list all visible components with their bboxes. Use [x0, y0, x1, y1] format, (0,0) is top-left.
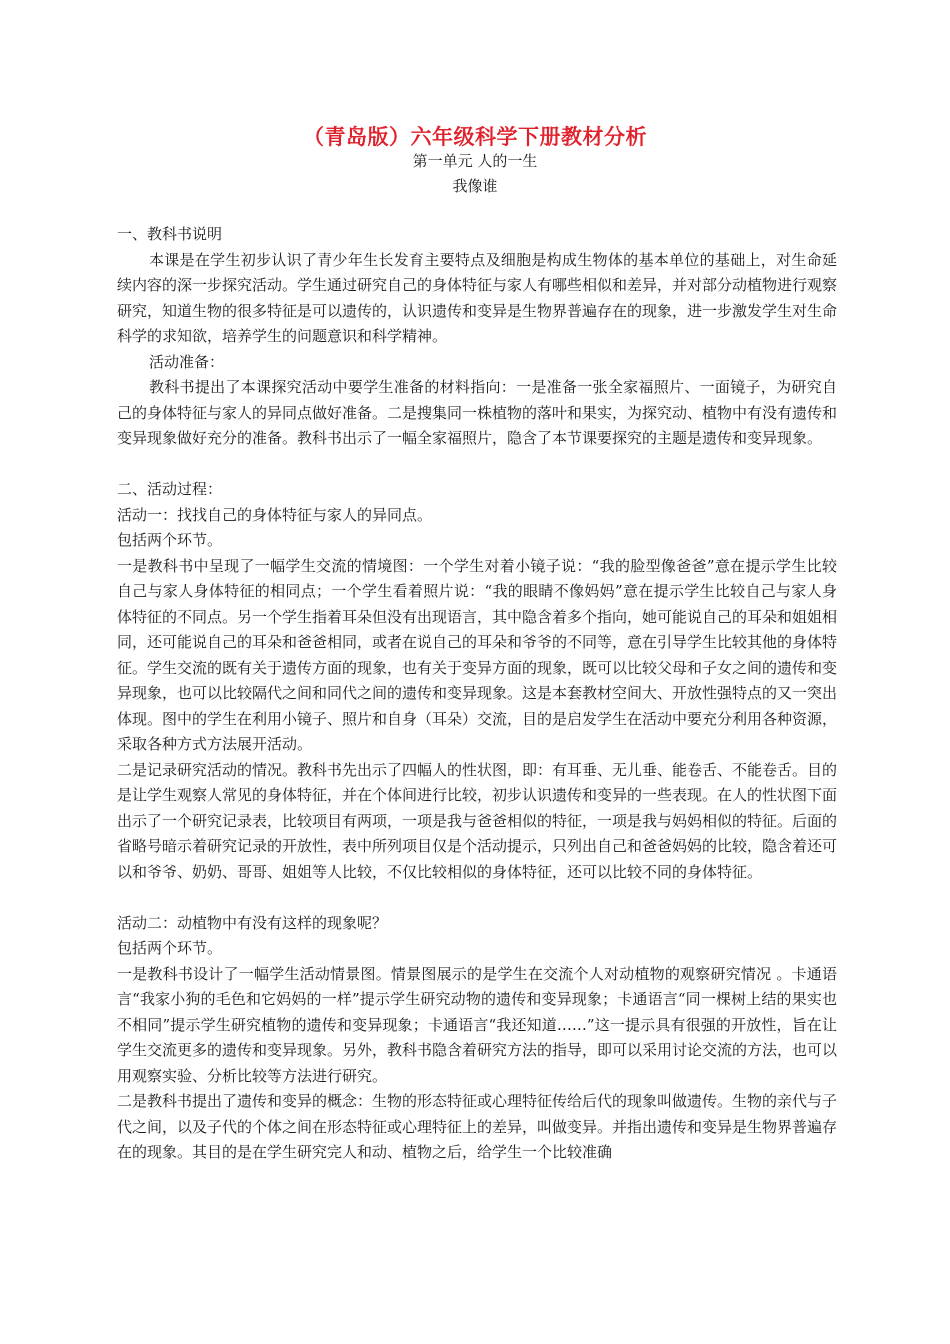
unit-heading: 第一单元 人的一生: [412, 152, 538, 170]
activity-heading: 活动二：动植物中有没有这样的现象呢？: [117, 913, 388, 932]
paragraph: 活动准备：: [149, 352, 225, 371]
section-heading: 一、教科书说明: [117, 225, 223, 243]
paragraph: 教科书提出了本课探究活动中要学生准备的材料指向：一是准备一张全家福照片、一面镜子，为研究自己的身体特征与家人的异同点做好准备。二是搜集同一株植物的落叶和果实，为探究动、植物中有没有遗传和变异现象做好充分的准备。教科书出示了一幅全家福照片，隐含了本节课要探究的主题是遗传和变异现象。: [117, 378, 838, 447]
activity-heading: 活动一：找找自己的身体特征与家人的异同点。: [117, 505, 433, 524]
paragraph: 包括两个环节。: [117, 531, 223, 549]
lesson-heading: 我像谁: [452, 177, 498, 195]
paragraph: 二是记录研究活动的情况。教科书先出示了四幅人的性状图，即：有耳垂、无儿垂、能卷舌、不能卷舌。目的是让学生观察人常见的身体特征，并在个体间进行比较，初步认识遗传和变异的一些表现。在人的性状图下面出示了一个研究记录表，比较项目有两项，一项是我与爸爸相似的特征，一项是我与妈妈相似的特征。后面的省略号暗示着研究记录的开放性，表中所列项目仅是个活动提示，只列出自己和爸爸妈妈的比较，隐含着还可以和爷爷、奶奶、哥哥、姐姐等人比较，不仅比较相似的身体特征，还可以比较不同的身体特征。: [117, 760, 838, 881]
paragraph: 包括两个环节。: [117, 939, 223, 957]
document-body: [117, 222, 837, 1166]
spacer: [117, 885, 837, 911]
paragraph: 一是教科书设计了一幅学生活动情景图。情景图展示的是学生在交流个人对动植物的观察研究情况 。卡通语言“我家小狗的毛色和它妈妈的一样”提示学生研究动物的遗传和变异现象；卡通语言“同一棵树上结的果实也不相同”提示学生研究植物的遗传和变异现象；卡通语言“我还知道……”这一提示具有很强的开放性，旨在让学生交流更多的遗传和变异现象。另外，教科书隐含着研究方法的指导，即可以采用讨论交流的方法，也可以用观察实验、分析比较等方法进行研究。: [117, 964, 838, 1085]
paragraph: 本课是在学生初步认识了青少年生长发育主要特点及细胞是构成生物体的基本单位的基础上，对生命延续内容的深一步探究活动。学生通过研究自己的身体特征与家人有哪些相似和差异，并对部分动植物进行观察研究，知道生物的很多特征是可以遗传的，认识遗传和变异是生物界普遍存在的现象，进一步激发学生对生命科学的求知欲，培养学生的问题意识和科学精神。: [117, 250, 838, 345]
document-title: （青岛版）六年级科学下册教材分析: [303, 124, 647, 149]
paragraph: 一是教科书中呈现了一幅学生交流的情境图：一个学生对着小镜子说：“我的脸型像爸爸”意在提示学生比较自己与家人身体特征的相同点；一个学生看着照片说：“我的眼睛不像妈妈”意在提示学生比较自己与家人身体特征的不同点。另一个学生指着耳朵但没有出现语言，其中隐含着多个指向，她可能说自己的耳朵和姐姐相同，还可能说自己的耳朵和爸爸相同，或者在说自己的耳朵和爷爷的不同等，意在引导学生比较其他的身体特征。学生交流的既有关于遗传方面的现象，也有关于变异方面的现象，既可以比较父母和子女之间的遗传和变异现象，也可以比较隔代之间和同代之间的遗传和变异现象。这是本套教材空间大、开放性强特点的又一突出体现。图中的学生在利用小镜子、照片和自身（耳朵）交流，目的是启发学生在活动中要充分利用各种资源，采取各种方式方法展开活动。: [117, 556, 838, 753]
paragraph: 二是教科书提出了遗传和变异的概念：生物的形态特征或心理特征传给后代的现象叫做遗传。生物的亲代与子代之间，以及子代的个体之间在形态特征或心理特征上的差异，叫做变异。并指出遗传和变异是生物界普遍存在的现象。其目的是在学生研究完人和动、植物之后，给学生一个比较准确: [117, 1092, 838, 1161]
section-heading: 二、活动过程：: [117, 480, 223, 498]
spacer: [117, 452, 837, 478]
